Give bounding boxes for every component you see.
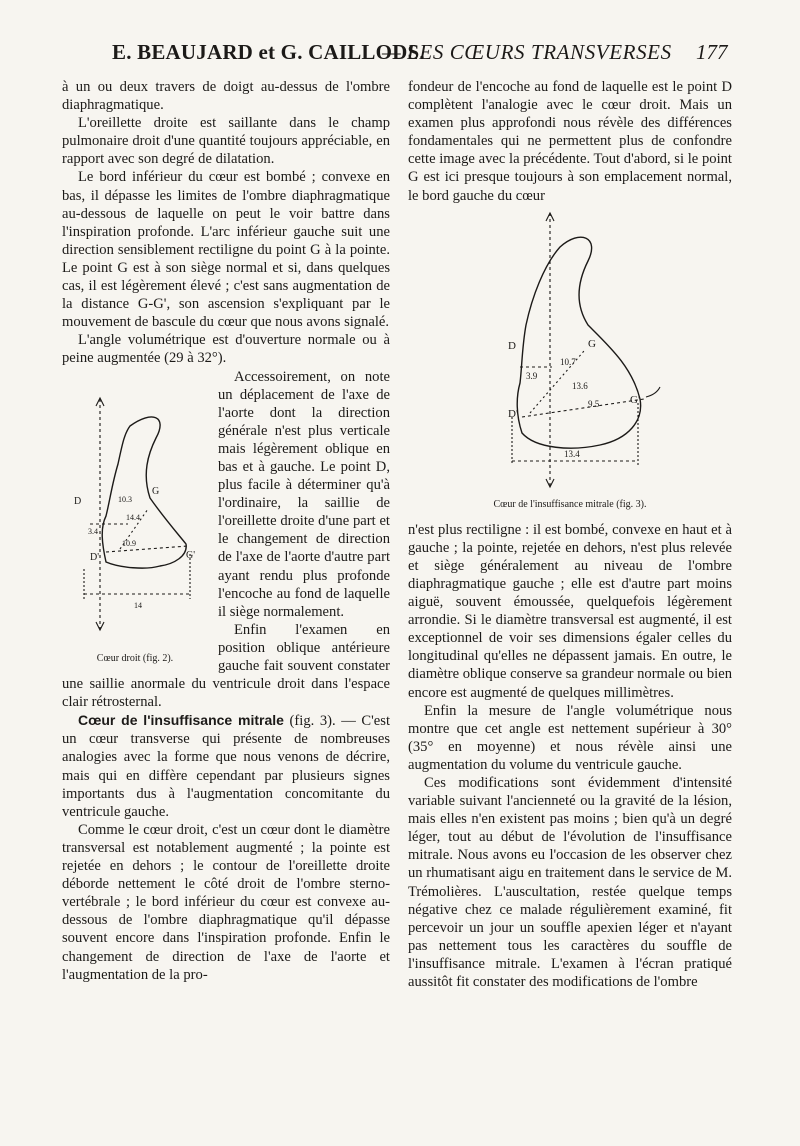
section-heading: Cœur de l'insuffisance mitrale <box>78 712 284 729</box>
measure-base: 13.4 <box>564 448 580 459</box>
label-d-prime: D' <box>508 407 518 420</box>
measure-base: 14 <box>134 600 142 610</box>
apex-tail <box>646 387 660 397</box>
label-g-prime: G' <box>186 549 196 561</box>
heart-outline <box>102 416 186 567</box>
measure-oblique: 13.6 <box>572 380 588 391</box>
measure-transverse: 9.5 <box>588 398 600 409</box>
paragraph-section-start <box>62 711 390 821</box>
paragraph: Ces modifications sont évidemment d'intensité variable suivant l'ancienneté ou la gravité de la lésion, mais elles n'en existent pas moins ; bien qu'à un degré léger, tout au début de l'évolution de l'insuffisance mitrale. Nous avons eu l'occasion de les observer chez un rhumatisant aigu en traitement dans le service de M. Trémolières. L'auscultation, restée quelque temps négative chez ce malade régulièrement examiné, fit percevoir un jour un souffle apexien léger et n'ayant pas nettement tous les caractères du souffle de l'insuffisance mitrale. L'examen à l'écran pratiqué aussitôt fit constater des modifications de l'ombre <box>408 774 732 990</box>
paragraph: Comme le cœur droit, c'est un cœur dont le diamètre transversal est notablement augmenté ; la pointe est rejetée en dehors ; le contour de l'oreillette droite déborde nettement le côté droit de l'ombre sterno-vertébrale ; le bord inférieur du cœur est convexe au-dessous de l'ombre diaphragmatique qu'il dépasse souvent encore dans l'inspiration profonde. Enfin le changement de direction de l'axe de l'aorte et l'augmentation de la pro- <box>62 821 390 983</box>
label-d-prime: D' <box>90 551 100 563</box>
header-authors: E. BEAUJARD et G. CAILLODS. <box>112 40 425 64</box>
header-running-title: — LES CŒURS TRANSVERSES <box>382 40 672 64</box>
paragraph: L'oreillette droite est saillante dans le champ pulmonaire droit d'une quantité toujours appréciable, en rapport avec son degré de dilatation. <box>62 115 390 168</box>
measure-right-atrium: 3.9 <box>526 370 538 381</box>
figure-3-drawing <box>460 207 680 497</box>
measure-upper: 10.7 <box>560 356 576 367</box>
label-d: D <box>74 495 82 507</box>
left-column <box>62 78 390 984</box>
label-g: G <box>588 337 596 350</box>
paragraph: Enfin la mesure de l'angle volumétrique nous montre que cet angle est nettement supérieur à 30° (35° en moyenne) et nous révèle ainsi une augmentation du volume du ventricule gauche. <box>408 702 732 773</box>
paragraph: L'angle volumétrique est d'ouverture normale ou à peine augmentée (29 à 32°). <box>62 332 390 367</box>
paragraph: n'est plus rectiligne : il est bombé, convexe en haut et à gauche ; la pointe, rejetée en dehors, n'est plus relevée et siège généralement au niveau de l'ombre diaphragmatique gauche ; elle est d'autre part moins aiguë, souvent émoussée, quelquefois légèrement arrondie. Si le diamètre transversal est augmenté, il est exceptionnel de voir ses dimensions égaler celles du longitudinal qu'elles ne dépassent jamais. En outre, le diamètre oblique conserve sa grandeur normale ou bien encore est augmenté de quelques millimètres. <box>408 521 732 701</box>
figure-2-drawing <box>60 394 210 649</box>
heart-outline <box>517 237 640 448</box>
paragraph: fondeur de l'encoche au fond de laquelle est le point D complètent l'analogie avec le cœur droit. Mais un examen plus approfondi nous révèle des différences fondamentales qui ne permettent plus de confondre cette image avec la précédente. Tout d'abord, si le point G est ici presque toujours à son emplacement normal, le bord gauche du cœur <box>408 79 732 204</box>
paragraph: Le bord inférieur du cœur est bombé ; convexe en bas, il dépasse les limites de l'ombre diaphragmatique au-dessous de laquelle on peut le voir battre dans l'inspiration profonde. L'arc inférieur gauche suit une direction sensiblement rectiligne du point G à la pointe. Le point G est à son siège normal et si, dans quelques cas, il est légèrement élevé ; c'est sans augmentation de la distance G-G', son ascension s'expliquant par le mouvement de bascule du cœur que nous avons signalé. <box>62 169 390 331</box>
page-number: 177 <box>696 40 728 64</box>
measure-upper: 10.3 <box>118 494 132 504</box>
label-g-prime: G' <box>630 393 640 406</box>
figure-2-caption: Cœur droit (fig. 2). <box>96 652 174 664</box>
figure-3 <box>408 207 732 511</box>
label-g: G <box>152 485 160 497</box>
transverse-line <box>106 546 188 552</box>
figure-2 <box>60 394 210 665</box>
measure-right-atrium: 3.4 <box>88 526 98 536</box>
label-d: D <box>508 339 516 352</box>
paragraph: à un ou deux travers de doigt au-dessus de l'ombre diaphragmatique. <box>62 79 390 114</box>
measure-transverse: 10.9 <box>122 538 136 548</box>
paragraph-text: (fig. 3). — C'est un cœur transverse qui présente de nombreuses analogies avec la forme que nous venons de décrire, mais qui en diffère cependant par plusieurs signes importants dus à l'augmentation concomitante du ventricule gauche. <box>62 713 390 820</box>
paragraph: Enfin l'examen en position oblique antérieure gauche fait souvent constater une saillie anormale du ventricule droit dans l'espace clair rétrosternal. <box>62 621 390 711</box>
figure-3-caption: Cœur de l'insuffisance mitrale (fig. 3). <box>493 498 647 510</box>
paragraph: Accessoirement, on note un déplacement de l'axe de l'aorte dont la direction générale n'est plus verticale mais légèrement oblique en bas et à gauche. Le point D, plus facile à déterminer qu'à l'ordinaire, la saillie de l'oreillette droite d'une part et le changement de direction de l'axe de l'aorte d'autre part ayant rendu plus profonde l'encoche au fond de laquelle il siège normalement. <box>218 368 390 620</box>
right-column <box>408 78 732 991</box>
measure-oblique: 14.4 <box>126 512 140 522</box>
